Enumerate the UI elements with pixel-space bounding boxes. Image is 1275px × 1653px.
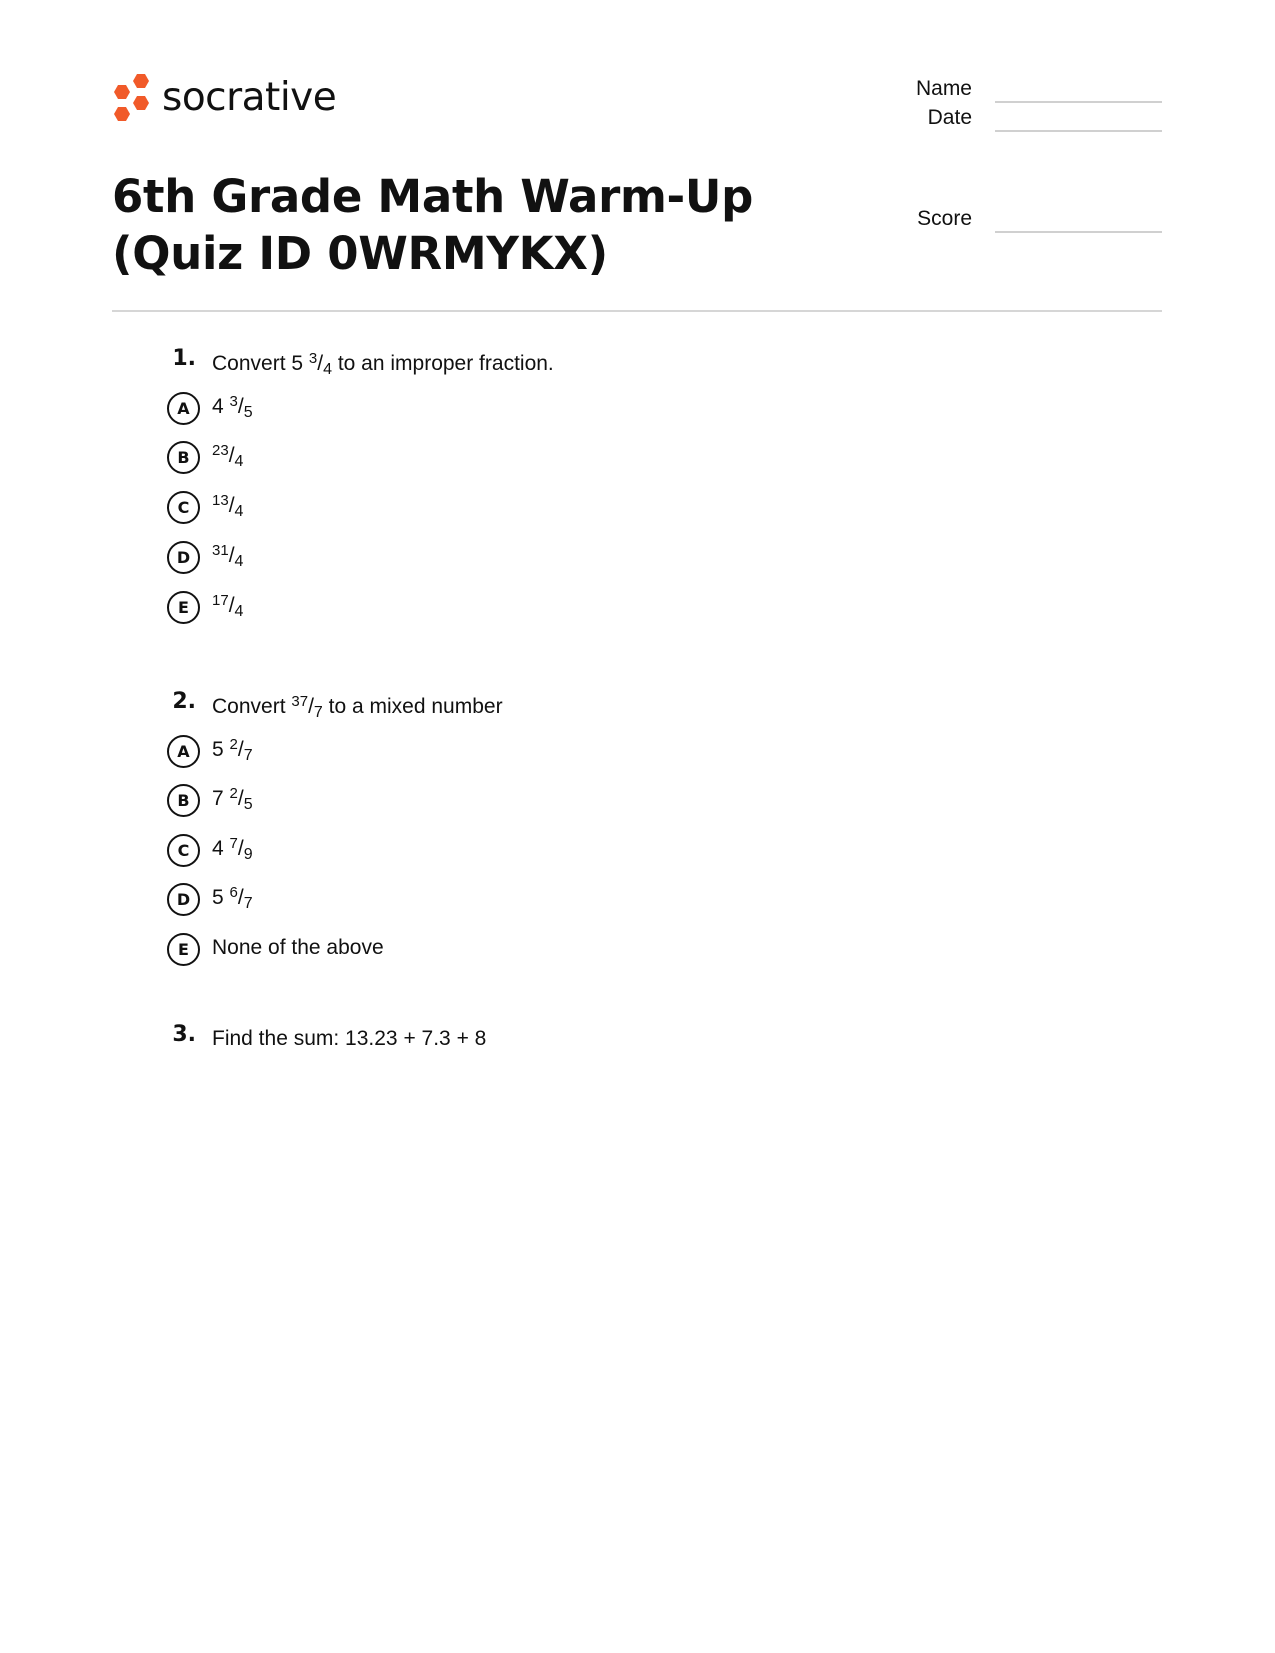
option-b[interactable] bbox=[167, 784, 767, 818]
answer-bubble-e[interactable]: E bbox=[167, 591, 200, 624]
score-field[interactable] bbox=[880, 203, 1162, 233]
hexagon-cluster-icon bbox=[112, 72, 150, 124]
answer-bubble-d[interactable]: D bbox=[167, 883, 200, 916]
name-label: Name bbox=[915, 77, 972, 100]
date-field[interactable] bbox=[880, 102, 1162, 132]
answer-bubble-c[interactable]: C bbox=[167, 834, 200, 867]
score-label: Score bbox=[917, 207, 972, 230]
answer-bubble-a[interactable]: A bbox=[167, 392, 200, 425]
option-text: 5 $^2/_7$ bbox=[212, 736, 253, 764]
option-d[interactable] bbox=[167, 541, 767, 575]
option-text: 5 $^6/_7$ bbox=[212, 884, 253, 912]
option-e[interactable] bbox=[167, 591, 767, 625]
question-number: 1. bbox=[172, 346, 196, 371]
page-title: 6th Grade Math Warm-Up (Quiz ID 0WRMYKX) bbox=[112, 170, 754, 280]
answer-bubble-e[interactable]: E bbox=[167, 933, 200, 966]
question-text: Find the sum: 13.23 + 7.3 + 8 bbox=[212, 1027, 487, 1050]
option-text: 7 $^2/_5$ bbox=[212, 785, 253, 813]
option-text: $^{13}/_4$ bbox=[212, 492, 244, 520]
question-text: Convert 5 $^3/_4$ to an improper fraction. bbox=[212, 350, 554, 378]
name-field[interactable] bbox=[880, 73, 1162, 103]
option-a[interactable] bbox=[167, 392, 767, 426]
brand-wordmark: socrative bbox=[162, 75, 337, 120]
option-c[interactable] bbox=[167, 491, 767, 525]
option-c[interactable] bbox=[167, 834, 767, 868]
date-line[interactable] bbox=[995, 130, 1162, 132]
score-line[interactable] bbox=[995, 231, 1162, 233]
question-text: Convert $^{37}/_7$ to a mixed number bbox=[212, 693, 503, 721]
question-number: 2. bbox=[172, 689, 196, 714]
answer-bubble-b[interactable]: B bbox=[167, 784, 200, 817]
answer-bubble-b[interactable]: B bbox=[167, 441, 200, 474]
option-text: 4 $^3/_5$ bbox=[212, 393, 253, 421]
option-text: 4 $^7/_9$ bbox=[212, 835, 253, 863]
option-b[interactable] bbox=[167, 441, 767, 475]
answer-bubble-c[interactable]: C bbox=[167, 491, 200, 524]
option-text: None of the above bbox=[212, 936, 384, 959]
question-number: 3. bbox=[172, 1022, 196, 1047]
answer-bubble-d[interactable]: D bbox=[167, 541, 200, 574]
date-label: Date bbox=[927, 106, 972, 129]
socrative-logo bbox=[112, 72, 352, 124]
option-a[interactable] bbox=[167, 735, 767, 769]
option-d[interactable] bbox=[167, 883, 767, 917]
option-e[interactable] bbox=[167, 933, 767, 967]
option-text: $^{23}/_4$ bbox=[212, 442, 244, 470]
answer-bubble-a[interactable]: A bbox=[167, 735, 200, 768]
option-text: $^{17}/_4$ bbox=[212, 592, 244, 620]
header-divider bbox=[112, 310, 1162, 312]
option-text: $^{31}/_4$ bbox=[212, 542, 244, 570]
